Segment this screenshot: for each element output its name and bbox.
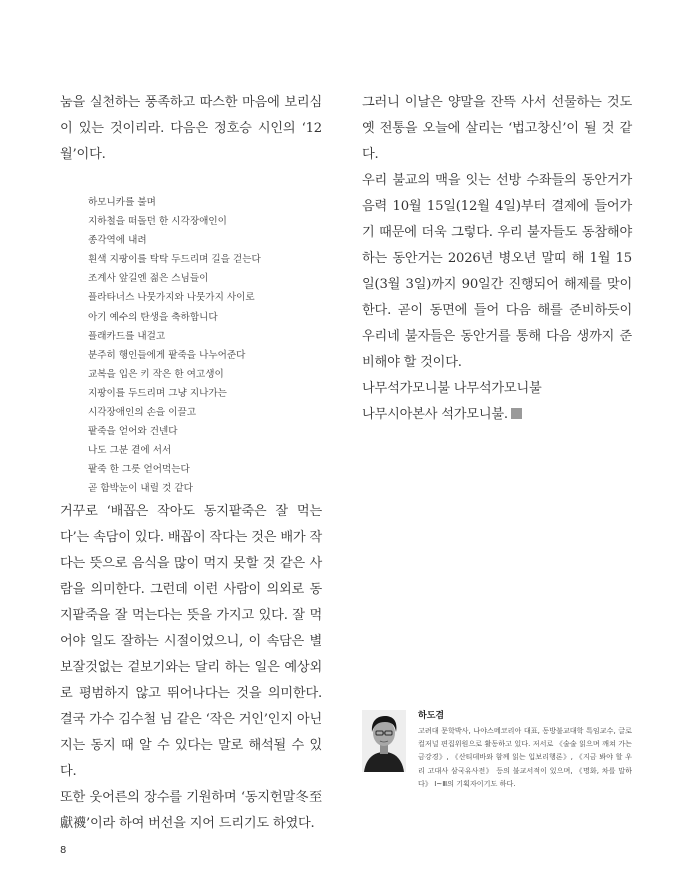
right-paragraph-2: 우리 불교의 맥을 잇는 선방 수좌들의 동안거가 음력 10월 15일(12월 4일)부터 결제에 들어가기 때문에 더욱 그렇다. 우리 불자들도 동참해야 하는 동안거는 2026년 병오년 말띠 해 1월 15일(3월 3일)까지 90일간 진행되어 해제를 맞이한다. 곧이 동면에 들어 다음 해를 준비하듯이 우리네 불자들은 동안거를 통해 다음 생까지 준비해야 할 것이다. [362, 173, 632, 370]
poem-quote [88, 193, 322, 499]
author-photo [362, 710, 406, 772]
poem-line: 팥죽을 얻어와 건넨다 [88, 426, 178, 438]
poem-line: 분주히 행인들에게 팥죽을 나누어준다 [88, 349, 246, 361]
poem-line: 나도 그분 곁에 서서 [88, 445, 172, 457]
closing-chant-2 [362, 402, 632, 428]
end-mark-icon [511, 408, 522, 419]
closing-chant-1: 나무석가모니불 나무석가모니불 [362, 381, 542, 396]
poem-line: 흰색 지팡이를 탁탁 두드리며 길을 걷는다 [88, 254, 261, 266]
poem-line: 플라타너스 나뭇가지와 나뭇가지 사이로 [88, 292, 255, 304]
poem-line: 지팡이를 두드리며 그냥 지나가는 [88, 387, 227, 399]
poem-line: 곧 함박눈이 내릴 것 같다 [88, 483, 193, 495]
author-bio [418, 710, 632, 790]
poem-line: 하모니카를 불며 [88, 197, 156, 208]
author-bio-text: 고려대 문학박사, 나야스메코리아 대표, 동방불교대학 특임교수, 글로컬저널 편집위원으로 활동하고 있다. 저서로 《술술 읽으며 깨쳐 가는 금강경》, 《산티데바와 함께 읽는 입보리행론》, 《지금 봐야 할 우리 고대사 삼국유사전》 등의 불교서적이 있으며, 《명화, 차를 말하다》 Ⅰ~Ⅲ의 기획자이기도 하다. [418, 726, 632, 788]
right-paragraph-1: 그러니 이날은 양말을 잔뜩 사서 선물하는 것도 옛 전통을 오늘에 살리는 ‘법고창신’이 될 것 같다. [362, 95, 632, 162]
body-paragraph-1: 거꾸로 ‘배꼽은 작아도 동지팥죽은 잘 먹는다’는 속담이 있다. 배꼽이 작다는 것은 배가 작다는 뜻으로 음식을 많이 먹지 못할 것 같은 사람을 의미한다. 그런데 이런 사람이 의외로 동지팥죽을 잘 먹는다는 뜻을 가지고 있다. 잘 먹어야 일도 잘하는 시절이었으니, 이 속담은 별 보잘것없는 겉보기와는 달리 하는 일은 예상외로 평범하지 않고 뛰어나다는 것을 의미한다. 결국 가수 김수철 님 같은 ‘작은 거인’인지 아닌지는 동지 때 알 수 있다는 말로 해석될 수 있다. [60, 503, 322, 779]
intro-paragraph: 눔을 실천하는 풍족하고 따스한 마음에 보리심이 있는 것이리라. 다음은 정호승 시인의 ‘12월’이다. [60, 95, 322, 162]
author-profile [362, 710, 632, 795]
poem-line: 교복을 입은 키 작은 한 여고생이 [88, 368, 224, 380]
body-paragraph-2: 또한 웃어른의 장수를 기원하며 ‘동지헌말冬至獻襪’이라 하여 버선을 지어 드리기도 하였다. [60, 789, 322, 831]
author-name: 하도겸 [418, 711, 445, 721]
poem-line: 시각장애인의 손을 이끌고 [88, 407, 197, 419]
poem-line: 아기 예수의 탄생을 축하합니다 [88, 311, 218, 323]
right-column [362, 90, 632, 428]
poem-line: 지하철을 떠돌던 한 시각장애인이 [88, 216, 227, 228]
poem-line: 종각역에 내려 [88, 235, 147, 247]
poem-line: 플래카드를 내걸고 [88, 330, 166, 342]
left-column [60, 90, 322, 837]
page-number: 8 [60, 845, 67, 856]
poem-line: 팥죽 한 그릇 얻어먹는다 [88, 464, 190, 476]
poem-line: 조계사 앞길엔 젊은 스님들이 [88, 273, 209, 285]
closing-chant-2-text: 나무시아본사 석가모니불. [362, 407, 508, 422]
